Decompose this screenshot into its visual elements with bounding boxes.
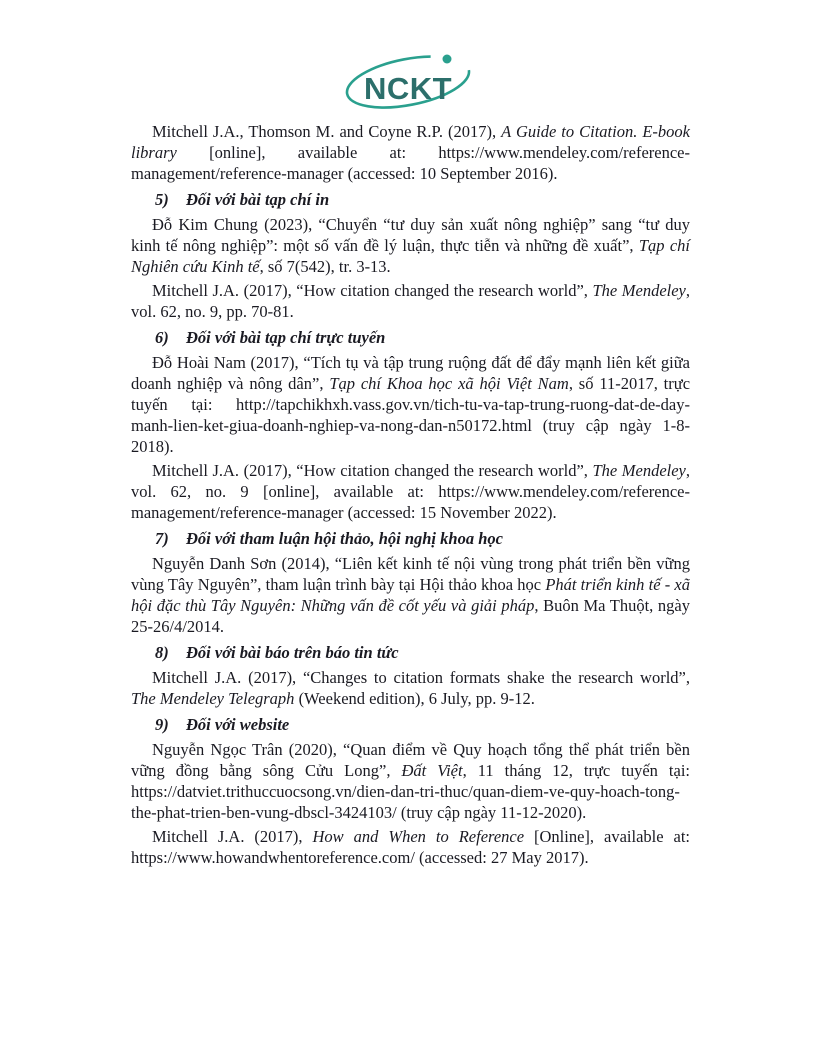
section-heading — [131, 189, 690, 210]
citation-text: Nguyễn Danh Sơn (2014), “Liên kết kinh tế nội vùng trong phát triển bền vững vùng Tây Nguyên”, tham luận trình bày tại Hội thảo khoa học — [131, 554, 690, 594]
citation-paragraph — [131, 460, 690, 523]
citation-title-italic: How and When to Reference — [312, 827, 525, 846]
section-heading — [131, 528, 690, 549]
section-heading — [131, 327, 690, 348]
citation-paragraph — [131, 214, 690, 277]
heading-label: Đối với website — [186, 715, 290, 734]
logo-orbit-dot-icon — [443, 55, 452, 64]
heading-label: Đối với bài tạp chí in — [186, 190, 330, 209]
citation-text: , số 7(542), tr. 3-13. — [259, 257, 391, 276]
citation-title-italic: Phát triển kinh tế - xã hội đặc thù Tây Nguyên: Những vấn đề cốt yếu và giải pháp — [131, 575, 690, 615]
citation-text: Đỗ Kim Chung (2023), “Chuyển “tư duy sản xuất nông nghiệp” sang “tư duy kinh tế nông nghiệp”: một số vấn đề lý luận, thực tiễn và những đề xuất”, — [131, 215, 690, 255]
heading-number: 9) — [155, 715, 169, 734]
citation-paragraph — [131, 667, 690, 709]
heading-number: 7) — [155, 529, 169, 548]
citation-text: Mitchell J.A. (2017), “Changes to citation formats shake the research world”, — [152, 668, 690, 687]
citation-text: Mitchell J.A. (2017), “How citation changed the research world”, — [152, 461, 593, 480]
citation-paragraph — [131, 826, 690, 868]
citation-paragraph — [131, 121, 690, 184]
document-content — [131, 121, 690, 871]
citation-text: Mitchell J.A. (2017), — [152, 827, 313, 846]
citation-paragraph — [131, 280, 690, 322]
citation-paragraph — [131, 739, 690, 823]
citation-title-italic: The Mendeley — [592, 461, 686, 480]
section-heading — [131, 714, 690, 735]
citation-text: Nguyễn Ngọc Trân (2020), “Quan điểm về Quy hoạch tổng thể phát triển bền vững đồng bằng sông Cửu Long”, — [131, 740, 690, 780]
logo — [0, 48, 816, 114]
heading-label: Đối với bài tạp chí trực tuyến — [186, 328, 386, 347]
citation-text: Mitchell J.A., Thomson M. and Coyne R.P. (2017), — [152, 122, 502, 141]
citation-title-italic: Tạp chí Nghiên cứu Kinh tế — [131, 236, 690, 276]
citation-title-italic: Đất Việt — [401, 761, 463, 780]
citation-text: [Online], available at: https://www.howandwhentoreference.com/ (accessed: 27 May 2017). — [131, 827, 691, 867]
heading-number: 6) — [155, 328, 169, 347]
citation-text: , Buôn Ma Thuột, ngày 25-26/4/2014. — [131, 596, 690, 636]
citation-text: , vol. 62, no. 9 [online], available at: https://www.mendeley.com/reference-management/reference-manager (accessed: 15 November 2022). — [131, 461, 690, 522]
heading-label: Đối với tham luận hội thảo, hội nghị khoa học — [186, 529, 503, 548]
citation-text: , 11 tháng 12, trực tuyến tại: https://datviet.trithuccuocsong.vn/dien-dan-tri-thuc/quan-diem-ve-quy-hoach-tong-the-phat-trien-ben-vung-dbscl-3424103/ (truy cập ngày 11-12-2020). — [131, 761, 690, 822]
logo-text: NCKT — [363, 71, 453, 106]
citation-text: [online], available at: https://www.mendeley.com/reference-management/reference-manager (accessed: 10 September 2016). — [131, 143, 690, 183]
citation-title-italic: The Mendeley Telegraph — [131, 689, 295, 708]
section-heading — [131, 642, 690, 663]
citation-text: , vol. 62, no. 9, pp. 70-81. — [131, 281, 690, 321]
heading-number: 8) — [155, 643, 169, 662]
heading-label: Đối với bài báo trên báo tin tức — [186, 643, 399, 662]
citation-paragraph — [131, 352, 690, 457]
heading-number: 5) — [155, 190, 169, 209]
citation-title-italic: Tạp chí Khoa học xã hội Việt Nam — [329, 374, 569, 393]
citation-text: (Weekend edition), 6 July, pp. 9-12. — [294, 689, 535, 708]
citation-title-italic: The Mendeley — [592, 281, 686, 300]
citation-text: , số 11-2017, trực tuyến tại: http://tapchikhxh.vass.gov.vn/tich-tu-va-tap-trung-ruong-dat-de-day-manh-lien-ket-giua-doanh-nghiep-va-nong-dan-n50172.html (truy cập ngày 1-8-2018). — [131, 374, 691, 456]
logo-swoosh-icon — [333, 48, 483, 114]
citation-title-italic: A Guide to Citation. E-book library — [131, 122, 690, 162]
citation-text: Mitchell J.A. (2017), “How citation changed the research world”, — [152, 281, 593, 300]
citation-text: Đỗ Hoài Nam (2017), “Tích tụ và tập trung ruộng đất để đẩy mạnh liên kết giữa doanh nghiệp và nông dân”, — [131, 353, 690, 393]
citation-paragraph — [131, 553, 690, 637]
